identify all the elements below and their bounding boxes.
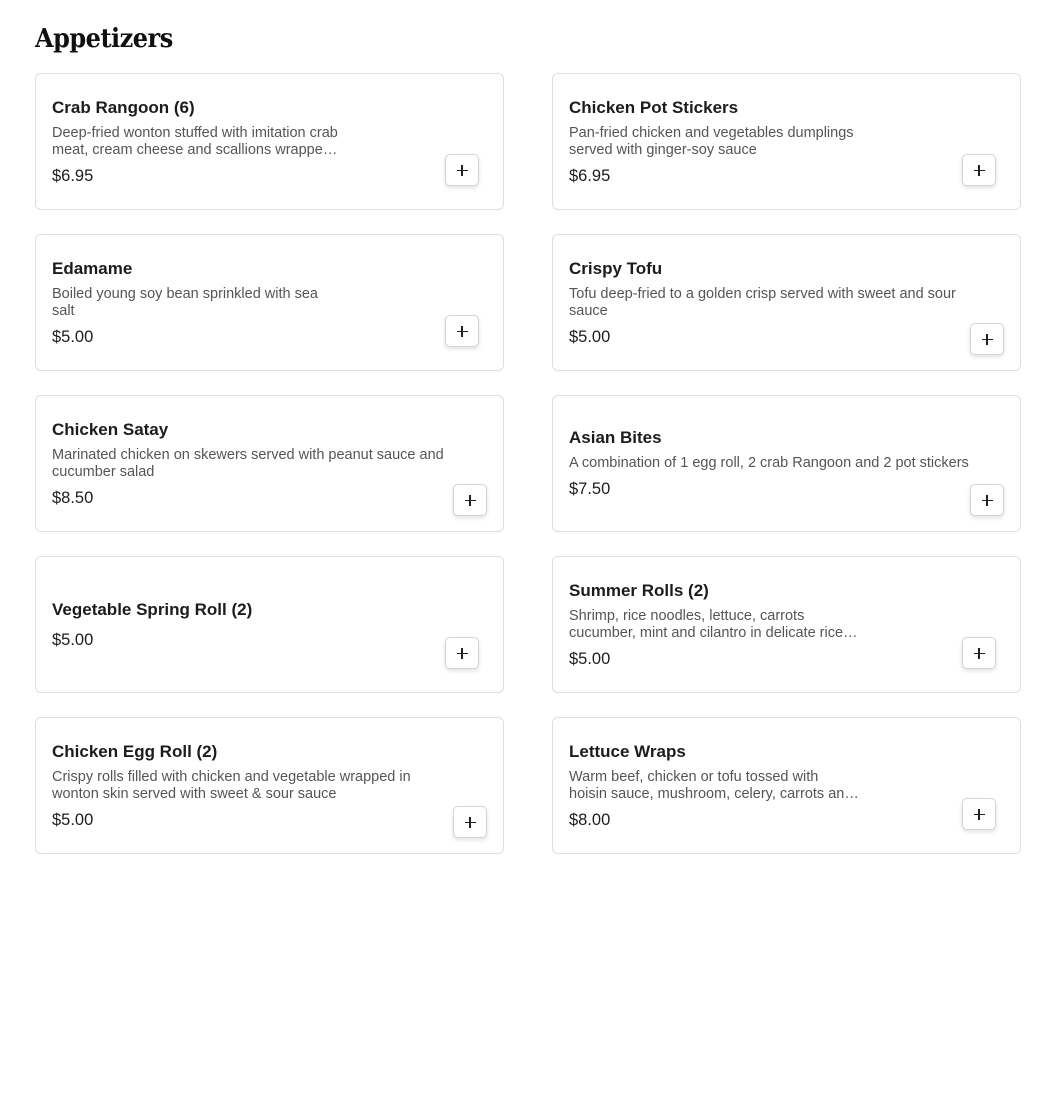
item-name: Edamame	[52, 258, 133, 278]
item-description: Tofu deep-fried to a golden crisp served with sweet and sour sauce	[569, 285, 956, 319]
item-name: Summer Rolls (2)	[569, 580, 709, 600]
item-price: $8.50	[52, 488, 94, 507]
plus-icon	[982, 495, 993, 506]
menu-item-card[interactable]	[552, 556, 1021, 693]
item-price: $7.50	[569, 480, 611, 498]
plus-icon	[974, 648, 985, 659]
menu-item-card[interactable]	[552, 234, 1021, 371]
item-name: Lettuce Wraps	[569, 741, 686, 761]
item-description: Deep-fried wonton stuffed with imitation crab meat, cream cheese and scallions wrapped	[52, 124, 338, 158]
item-price: $6.95	[569, 166, 611, 185]
item-price: $6.95	[52, 166, 94, 185]
add-item-button[interactable]	[970, 484, 1004, 516]
plus-icon	[974, 165, 985, 176]
item-description: Shrimp, rice noodles, lettuce, carrots cucumber, mint and cilantro in delicate rice	[569, 607, 844, 641]
item-name: Crispy Tofu	[569, 258, 663, 278]
plus-icon	[465, 817, 476, 828]
plus-icon	[457, 326, 468, 337]
menu-item-card[interactable]	[35, 234, 504, 371]
item-description: Boiled young soy bean sprinkled with sea salt	[52, 285, 318, 319]
item-description: A combination of 1 egg roll, 2 crab Rangoon and 2 pot stickers	[569, 455, 969, 471]
item-name: Chicken Egg Roll (2)	[52, 741, 218, 761]
menu-item-card[interactable]	[35, 73, 504, 210]
item-price: $5.00	[52, 630, 94, 649]
add-item-button[interactable]	[970, 323, 1004, 355]
add-item-button[interactable]	[445, 315, 479, 347]
item-price: $5.00	[52, 810, 94, 829]
item-description: Crispy rolls filled with chicken and vegetable wrapped in wonton skin served with sweet & sour sauce	[52, 768, 411, 802]
item-name: Asian Bites	[569, 428, 662, 447]
item-price: $8.00	[569, 810, 611, 829]
menu-item-card[interactable]	[552, 395, 1021, 532]
add-item-button[interactable]	[445, 637, 479, 669]
item-name: Crab Rangoon (6)	[52, 97, 195, 117]
add-item-button[interactable]	[962, 637, 996, 669]
item-price: $5.00	[52, 327, 94, 346]
plus-icon	[457, 165, 468, 176]
menu-item-card[interactable]	[552, 717, 1021, 854]
item-description: Marinated chicken on skewers served with peanut sauce and cucumber salad	[52, 446, 444, 480]
item-description: Warm beef, chicken or tofu tossed with hoisin sauce, mushroom, celery, carrots and	[569, 768, 853, 802]
plus-icon	[457, 648, 468, 659]
item-price: $5.00	[569, 649, 611, 668]
menu-item-card[interactable]	[552, 73, 1021, 210]
add-item-button[interactable]	[445, 154, 479, 186]
plus-icon	[974, 809, 985, 820]
item-name: Vegetable Spring Roll (2)	[52, 599, 253, 619]
add-item-button[interactable]	[453, 484, 487, 516]
section-title: Appetizers	[35, 22, 173, 54]
menu-item-card[interactable]	[35, 717, 504, 854]
item-name: Chicken Pot Stickers	[569, 97, 739, 117]
menu-item-card[interactable]	[35, 395, 504, 532]
add-item-button[interactable]	[962, 154, 996, 186]
add-item-button[interactable]	[962, 798, 996, 830]
plus-icon	[982, 334, 993, 345]
menu-item-card[interactable]	[35, 556, 504, 693]
add-item-button[interactable]	[453, 806, 487, 838]
plus-icon	[465, 495, 476, 506]
menu-items-grid	[35, 73, 1021, 854]
item-description: Pan-fried chicken and vegetables dumplings served with ginger-soy sauce	[569, 124, 854, 158]
item-name: Chicken Satay	[52, 419, 169, 439]
item-price: $5.00	[569, 327, 611, 346]
